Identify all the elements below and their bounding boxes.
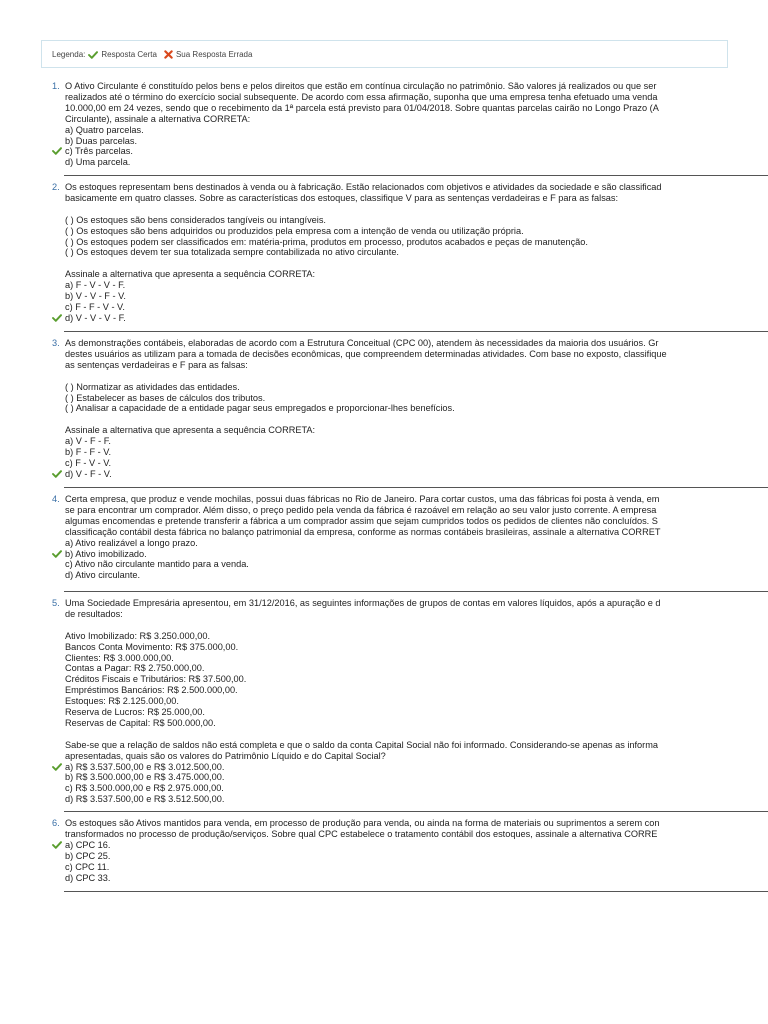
- question-divider: [64, 175, 768, 176]
- blank-line: [65, 371, 768, 382]
- answer-option-label: b) Ativo imobilizado.: [65, 548, 147, 559]
- answer-option[interactable]: [65, 762, 768, 773]
- answer-option[interactable]: [65, 447, 768, 458]
- question-text-line: classificação contábil desta fábrica no balanço patrimonial da empresa, conforme as normas contábeis brasileiras, assinale a alternativa CORRET: [65, 526, 661, 537]
- answer-option[interactable]: [65, 772, 768, 783]
- answer-option-label: b) V - V - F - V.: [65, 291, 126, 302]
- question-text-line: Ativo Imobilizado: R$ 3.250.000,00.: [65, 630, 211, 641]
- answer-option[interactable]: [65, 302, 768, 313]
- answer-option-label: d) Ativo circulante.: [65, 570, 141, 581]
- blank-line: [65, 729, 768, 740]
- legend-box: [41, 40, 728, 68]
- answer-option-label: c) F - V - V.: [65, 457, 112, 468]
- answer-option[interactable]: [65, 458, 768, 469]
- question-text-line: basicamente em quatro classes. Sobre as características dos estoques, classifique V para as sentenças verdadeiras e F para as falsas:: [65, 192, 619, 203]
- question-divider: [64, 811, 768, 812]
- question-text-line: Os estoques são Ativos mantidos para venda, em processo de produção para venda, ou ainda na forma de materiais ou suprimentos a serem con: [65, 818, 660, 828]
- answer-option[interactable]: [65, 840, 768, 851]
- question-body: [65, 818, 768, 883]
- question-text-line: Uma Sociedade Empresária apresentou, em 31/12/2016, as seguintes informações de grupos de contas em valores líquidos, após a apuração e d: [65, 598, 661, 608]
- answer-option-label: d) R$ 3.537.500,00 e R$ 3.512.500,00.: [65, 794, 225, 805]
- question-text-line: as sentenças verdadeiras e F para as falsas:: [65, 359, 248, 370]
- question-text-line: Bancos Conta Movimento: R$ 375.000,00.: [65, 641, 239, 652]
- question-text-line: Contas a Pagar: R$ 2.750.000,00.: [65, 663, 205, 674]
- question-text-line: destes usuários as utilizam para a tomada de decisões econômicas, que compreendem determinadas atividades. Com base no exposto, classifique: [65, 348, 667, 359]
- question-text-line: Assinale a alternativa que apresenta a sequência CORRETA:: [65, 425, 316, 436]
- question-text-line: ( ) Os estoques são bens adquiridos ou produzidos pela empresa com a intenção de venda ou utilização própria.: [65, 225, 524, 236]
- question-number: 4.: [52, 494, 60, 504]
- question-text-line: Reserva de Lucros: R$ 25.000,00.: [65, 707, 205, 718]
- answer-option[interactable]: [65, 873, 768, 884]
- question-text-line: realizados até o término do exercício social subsequente. De acordo com essa afirmação, suponha que uma empresa tenha efetuado uma venda: [65, 91, 658, 102]
- answer-option[interactable]: [65, 291, 768, 302]
- question-text-line: Certa empresa, que produz e vende mochilas, possui duas fábricas no Rio de Janeiro. Para cortar custos, uma das fábricas foi posta à venda, em: [65, 494, 660, 504]
- answer-option[interactable]: [65, 313, 768, 324]
- answer-option[interactable]: [65, 157, 768, 168]
- question-text-line: ( ) Os estoques devem ter sua totalizada sempre contabilizada no ativo circulante.: [65, 247, 399, 258]
- answer-option[interactable]: [65, 549, 768, 560]
- blank-line: [65, 620, 768, 631]
- answer-option-label: b) R$ 3.500.000,00 e R$ 3.475.000,00.: [65, 772, 225, 783]
- answer-option[interactable]: [65, 146, 768, 157]
- blank-line: [65, 204, 768, 215]
- check-icon: [52, 763, 62, 774]
- answer-option-label: d) Uma parcela.: [65, 157, 131, 168]
- answer-option[interactable]: [65, 469, 768, 480]
- answer-option[interactable]: [65, 436, 768, 447]
- answer-option-label: a) Quatro parcelas.: [65, 124, 144, 135]
- answer-option-label: c) R$ 3.500.000,00 e R$ 2.975.000,00.: [65, 783, 224, 794]
- check-icon: [52, 550, 62, 561]
- question-body: [65, 81, 768, 168]
- question-text-line: As demonstrações contábeis, elaboradas de acordo com a Estrutura Conceitual (CPC 00), atendem às necessidades da maioria dos usuários. Gr: [65, 338, 659, 348]
- answer-option-label: d) CPC 33.: [65, 872, 111, 883]
- answer-option[interactable]: [65, 538, 768, 549]
- question-text-line: ( ) Estabelecer as bases de cálculos dos tributos.: [65, 392, 266, 403]
- question-number: 1.: [52, 81, 60, 91]
- question-body: [65, 338, 768, 480]
- question-text-line: Clientes: R$ 3.000.000,00.: [65, 652, 174, 663]
- answer-option-label: d) V - V - V - F.: [65, 312, 126, 323]
- blank-line: [65, 414, 768, 425]
- question-text-line: de resultados:: [65, 608, 123, 619]
- answer-option-label: b) F - F - V.: [65, 447, 112, 458]
- question-text-line: ( ) Normatizar as atividades das entidades.: [65, 381, 240, 392]
- question-text-line: Empréstimos Bancários: R$ 2.500.000,00.: [65, 685, 238, 696]
- answer-option[interactable]: [65, 851, 768, 862]
- answer-option[interactable]: [65, 783, 768, 794]
- check-icon: [88, 50, 98, 59]
- legend-correct-label: Resposta Certa: [101, 50, 157, 60]
- answer-option[interactable]: [65, 125, 768, 136]
- answer-option-label: b) CPC 25.: [65, 850, 111, 861]
- question-text-line: Reservas de Capital: R$ 500.000,00.: [65, 717, 216, 728]
- question-number: 6.: [52, 818, 60, 828]
- answer-option[interactable]: [65, 570, 768, 581]
- blank-line: [65, 258, 768, 269]
- check-icon: [52, 147, 62, 158]
- check-icon: [52, 841, 62, 852]
- answer-option[interactable]: [65, 136, 768, 147]
- question-divider: [64, 891, 768, 892]
- question-text-line: Sabe-se que a relação de saldos não está completa e que o saldo da conta Capital Social não foi informado. Considerando-se apenas as informa: [65, 739, 658, 750]
- answer-option-label: a) Ativo realizável a longo prazo.: [65, 537, 198, 548]
- answer-option-label: b) Duas parcelas.: [65, 135, 138, 146]
- answer-option[interactable]: [65, 794, 768, 805]
- answer-option-label: c) CPC 11.: [65, 861, 110, 872]
- answer-option-label: c) F - F - V - V.: [65, 301, 125, 312]
- question-text-line: Os estoques representam bens destinados à venda ou à fabricação. Estão relacionados com objetivos e atividades da sociedade e são classificad: [65, 182, 662, 192]
- answer-option-label: c) Ativo não circulante mantido para a venda.: [65, 559, 249, 570]
- question-body: [65, 494, 768, 581]
- question-number: 5.: [52, 598, 60, 608]
- question-body: [65, 182, 768, 324]
- question-text-line: Créditos Fiscais e Tributários: R$ 37.500,00.: [65, 674, 247, 685]
- check-icon: [52, 470, 62, 481]
- answer-option[interactable]: [65, 559, 768, 570]
- question-text-line: ( ) Os estoques podem ser classificados em: matéria-prima, produtos em processo, produtos acabados e peças de manutenção.: [65, 236, 588, 247]
- legend-wrong-label: Sua Resposta Errada: [175, 50, 253, 60]
- answer-option-label: a) V - F - F.: [65, 436, 111, 447]
- question-text-line: transformados no processo de produção/serviços. Sobre qual CPC estabelece o tratamento contábil dos estoques, assinale a alternativa CORRE: [65, 828, 658, 839]
- answer-option[interactable]: [65, 280, 768, 291]
- answer-option-label: c) Três parcelas.: [65, 146, 133, 157]
- question-body: [65, 598, 768, 805]
- question-text-line: Circulante), assinale a alternativa CORRETA:: [65, 113, 251, 124]
- question-text-line: O Ativo Circulante é constituído pelos bens e pelos direitos que estão em contínua circulação no patrimônio. São valores já realizados ou que ser: [65, 81, 657, 91]
- legend-label: Legenda:: [52, 50, 86, 60]
- answer-option-label: d) V - F - V.: [65, 468, 112, 479]
- question-number: 3.: [52, 338, 60, 348]
- question-divider: [64, 591, 768, 592]
- cross-icon: [164, 50, 173, 59]
- question-number: 2.: [52, 182, 60, 192]
- check-icon: [52, 314, 62, 325]
- question-text-line: apresentadas, quais são os valores do Patrimônio Líquido e do Capital Social?: [65, 750, 386, 761]
- answer-option[interactable]: [65, 862, 768, 873]
- question-text-line: 10.000,00 em 24 vezes, sendo que o recebimento da 1ª parcela está previsto para 01/04/2018. Sobre quantas parcelas cairão no Longo Prazo (A: [65, 102, 659, 113]
- question-text-line: Assinale a alternativa que apresenta a sequência CORRETA:: [65, 269, 316, 280]
- question-text-line: ( ) Analisar a capacidade de a entidade pagar seus empregados e proporcionar-lhes benefícios.: [65, 403, 455, 414]
- question-divider: [64, 487, 768, 488]
- question-divider: [64, 331, 768, 332]
- answer-option-label: a) F - V - V - F.: [65, 280, 126, 291]
- question-text-line: se para encontrar um comprador. Além disso, o preço pedido pela venda da fábrica é razoável em relação ao seu valor justo corrente. A empresa: [65, 504, 657, 515]
- answer-option-label: a) R$ 3.537.500,00 e R$ 3.012.500,00.: [65, 761, 225, 772]
- question-text-line: Estoques: R$ 2.125.000,00.: [65, 696, 179, 707]
- answer-option-label: a) CPC 16.: [65, 839, 111, 850]
- question-text-line: algumas encomendas e pretende transferir a fábrica a um comprador assim que sejam cumpridos todos os pedidos de clientes não concluídos. S: [65, 515, 658, 526]
- question-text-line: ( ) Os estoques são bens considerados tangíveis ou intangíveis.: [65, 214, 326, 225]
